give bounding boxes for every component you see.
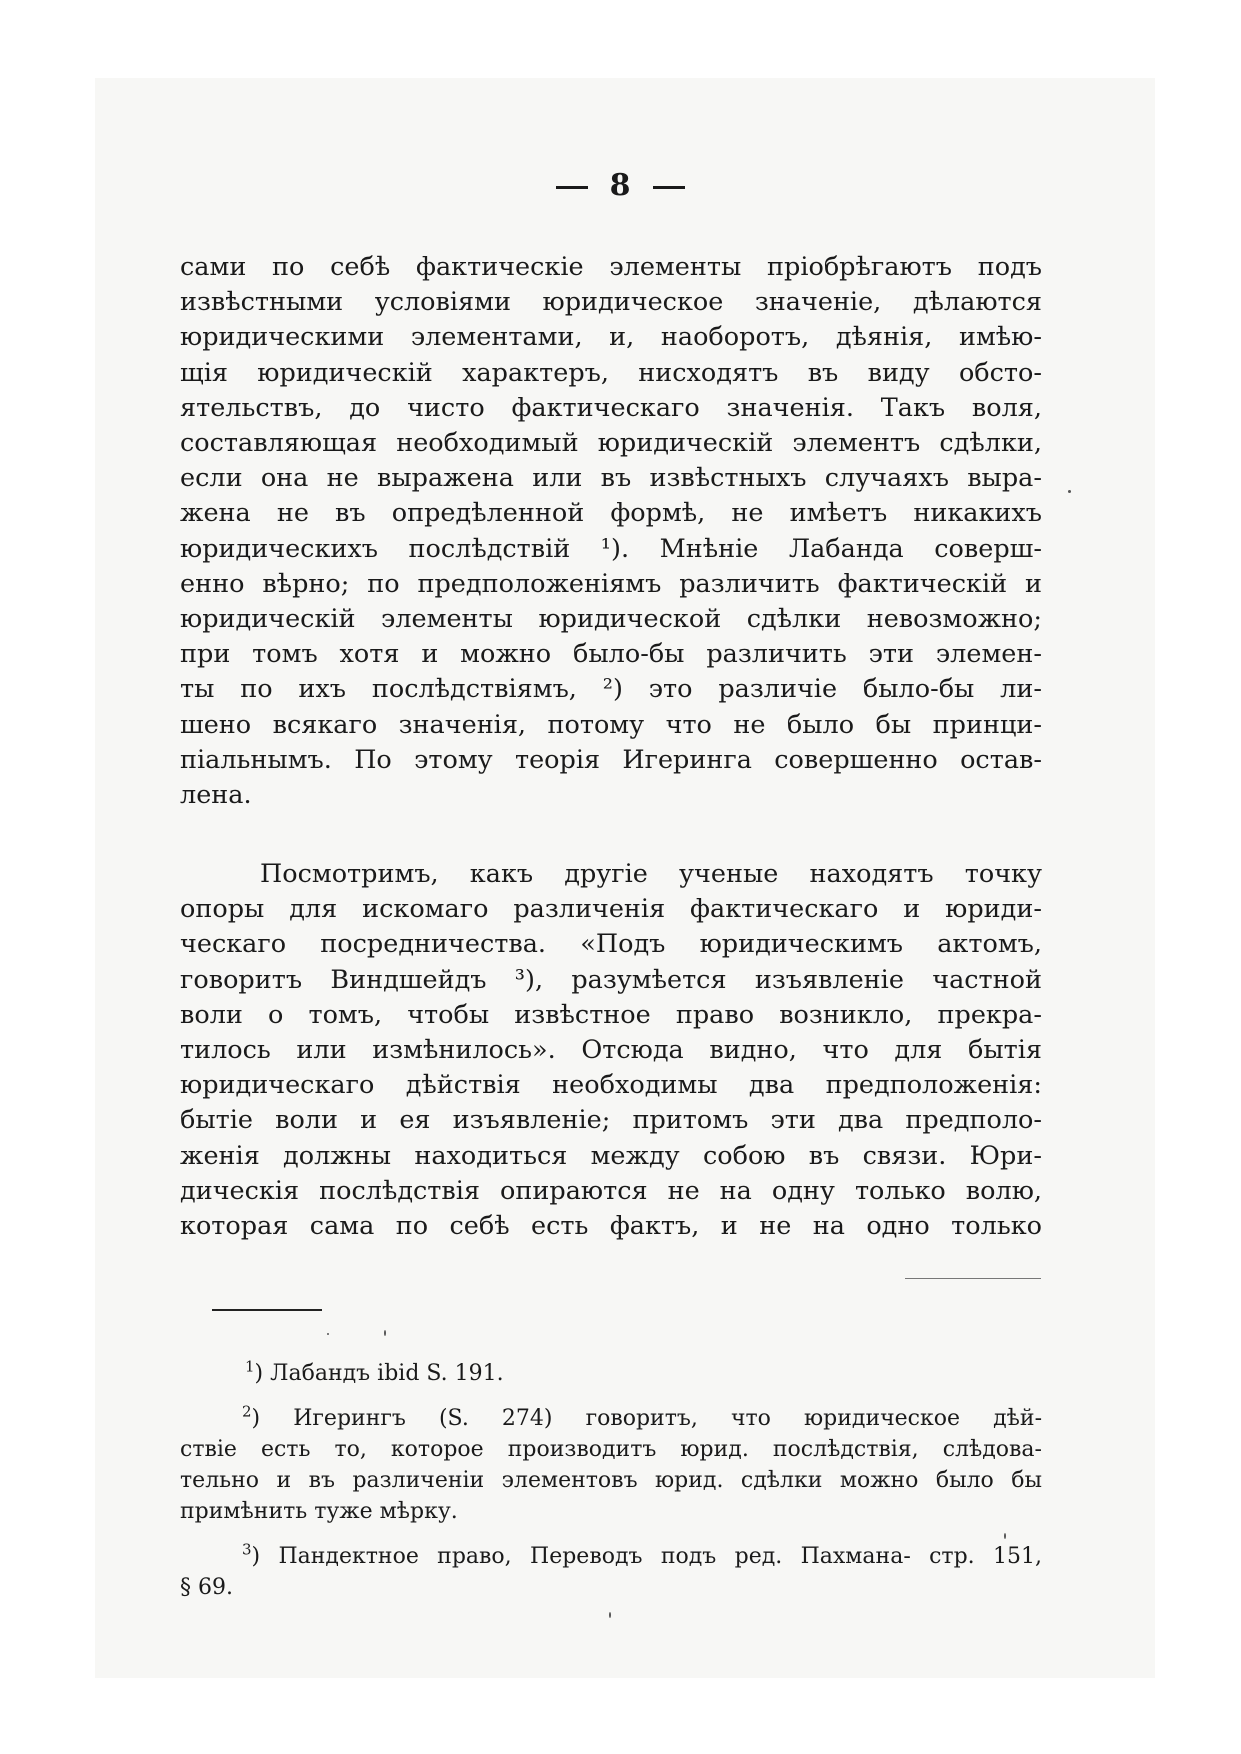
page-number: 8 bbox=[609, 168, 632, 203]
print-speck bbox=[384, 1330, 386, 1336]
paragraph-line: сами по себѣ фактическіе элементы пріобрѣгаютъ подъ bbox=[180, 252, 1042, 282]
footnote-marker: 2 bbox=[242, 1402, 252, 1421]
paragraph-line: бытіе воли и ея изъявленіе; притомъ эти два предполо- bbox=[180, 1105, 1042, 1136]
print-speck bbox=[1068, 490, 1071, 493]
print-speck bbox=[1004, 1533, 1006, 1539]
footnote-line: ствіе есть то, которое производитъ юрид. послѣдствія, слѣдова- bbox=[180, 1437, 1042, 1462]
footnote-line: примѣнить туже мѣрку. bbox=[180, 1499, 458, 1524]
continuation-rule bbox=[905, 1278, 1041, 1279]
paragraph-line: юридическаго дѣйствія необходимы два предположенія: bbox=[180, 1070, 1042, 1101]
footnote-line: $^3$) Пандектное право, Переводъ подъ ред. Пахмана- стр. 151, bbox=[242, 1540, 1042, 1569]
paragraph-line: піальнымъ. По этому теорія Игеринга совершенно остав- bbox=[180, 744, 1042, 775]
paragraph-line: лена. bbox=[180, 780, 252, 811]
page-header bbox=[0, 168, 1241, 203]
paragraph-line: шено всякаго значенія, потому что не было бы принци- bbox=[180, 709, 1042, 740]
paragraph-line: тилось или измѣнилось». Отсюда видно, что для бытія bbox=[180, 1035, 1042, 1066]
paragraph-line: ческаго посредничества. «Подъ юридическимъ актомъ, bbox=[180, 929, 1042, 960]
paragraph-line: говоритъ Виндшейдъ ³), разумѣется изъявленіе частной bbox=[180, 964, 1042, 995]
paragraph-line: юридическихъ послѣдствій ¹). Мнѣніе Лабанда соверш- bbox=[180, 533, 1042, 564]
paragraph-line: если она не выражена или въ извѣстныхъ случаяхъ выра- bbox=[180, 463, 1042, 494]
print-speck bbox=[327, 1333, 329, 1335]
header-dash-right bbox=[653, 186, 685, 189]
paragraph-line: при томъ хотя и можно было-бы различить эти элемен- bbox=[180, 639, 1042, 670]
paragraph-line: юридическими элементами, и, наоборотъ, дѣянія, имѣю- bbox=[180, 322, 1042, 353]
footnote-marker: 3 bbox=[242, 1540, 252, 1559]
footnote-line: § 69. bbox=[180, 1575, 233, 1600]
paragraph-line: щія юридическій характеръ, нисходятъ въ виду обсто- bbox=[180, 357, 1042, 388]
paragraph-line: дическія послѣдствія опираются не на одну только волю, bbox=[180, 1175, 1042, 1206]
footnote-line: $^2$) Игерингъ (S. 274) говоритъ, что юридическое дѣй- bbox=[242, 1402, 1043, 1431]
paragraph-line: составляющая необходимый юридическій элементъ сдѣлки, bbox=[180, 428, 1042, 459]
print-speck bbox=[609, 1612, 611, 1618]
footnote-line: тельно и въ различеніи элементовъ юрид. сдѣлки можно было бы bbox=[180, 1468, 1042, 1493]
paragraph-line: Посмотримъ, какъ другіе ученые находятъ точку bbox=[260, 859, 1042, 889]
paragraph-line: которая сама по себѣ есть фактъ, и не на одно только bbox=[180, 1211, 1042, 1242]
footnotes bbox=[180, 1358, 1042, 1617]
footnote-text: Игерингъ (S. 274) говоритъ, что юридическое дѣй- bbox=[293, 1406, 1043, 1431]
paragraph-2 bbox=[180, 857, 1042, 1244]
footnote-3 bbox=[180, 1541, 1042, 1603]
paragraph-line: воли о томъ, чтобы извѣстное право возникло, прекра- bbox=[180, 999, 1042, 1030]
paragraph-line: ты по ихъ послѣдствіямъ, ²) это различіе было-бы ли- bbox=[180, 674, 1042, 705]
footnote-line: $^1$) Лабандъ ibid S. 191. bbox=[245, 1357, 504, 1386]
footnote-text: Пандектное право, Переводъ подъ ред. Пахмана- стр. 151, bbox=[278, 1544, 1042, 1569]
footnote-2 bbox=[180, 1403, 1042, 1527]
footnote-marker: 1 bbox=[245, 1357, 255, 1376]
footnote-separator bbox=[212, 1309, 322, 1311]
footnote-1 bbox=[180, 1358, 1042, 1389]
header-dash-left bbox=[556, 186, 588, 189]
paragraph-line: опоры для искомаго различенія фактическаго и юриди- bbox=[180, 894, 1042, 925]
paragraph-line: жена не въ опредѣленной формѣ, не имѣетъ никакихъ bbox=[180, 498, 1042, 529]
paragraph-1 bbox=[180, 250, 1042, 813]
paragraph-line: извѣстными условіями юридическое значеніе, дѣлаются bbox=[180, 287, 1042, 318]
paragraph-line: енно вѣрно; по предположеніямъ различить фактическій и bbox=[180, 568, 1042, 599]
paragraph-line: юридическій элементы юридической сдѣлки невозможно; bbox=[180, 604, 1042, 635]
paragraph-line: ятельствъ, до чисто фактическаго значенія. Такъ воля, bbox=[180, 392, 1042, 423]
paragraph-line: женія должны находиться между собою въ связи. Юри- bbox=[180, 1140, 1042, 1171]
footnote-text: Лабандъ ibid S. 191. bbox=[270, 1361, 504, 1386]
